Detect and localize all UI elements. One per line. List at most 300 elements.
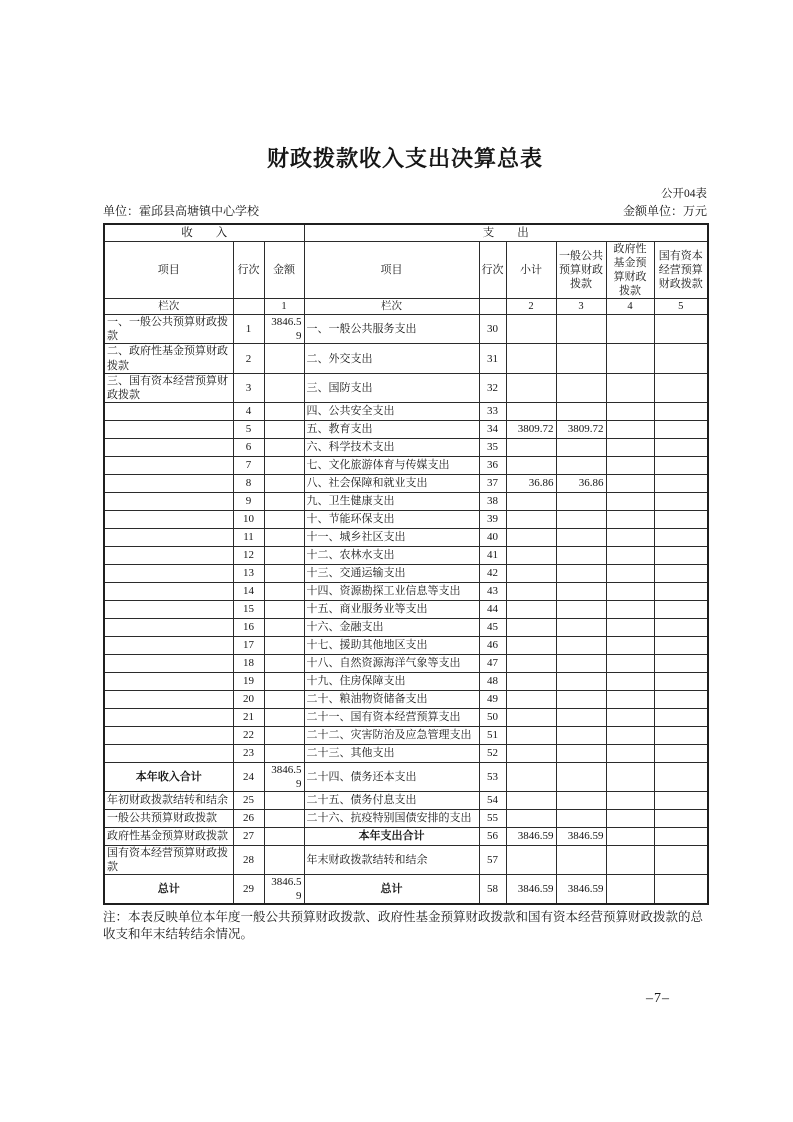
expense-line-no-cell: 34 <box>479 420 506 438</box>
table-row <box>104 791 708 809</box>
income-line-no-cell: 14 <box>233 582 264 600</box>
expense-general-budget-cell <box>556 546 606 564</box>
income-item-cell: 年初财政拨款结转和结余 <box>104 791 233 809</box>
income-item-cell <box>104 402 233 420</box>
expense-govfund-budget-cell <box>606 636 654 654</box>
expense-subtotal-cell <box>506 402 556 420</box>
expense-govfund-budget-cell <box>606 564 654 582</box>
income-amount-cell <box>264 600 304 618</box>
expense-state-capital-cell <box>654 582 708 600</box>
expense-general-budget-cell <box>556 582 606 600</box>
table-row <box>104 528 708 546</box>
expense-govfund-budget-cell <box>606 456 654 474</box>
expense-general-budget-cell <box>556 791 606 809</box>
section-header-row <box>104 224 708 242</box>
expense-general-budget-cell <box>556 492 606 510</box>
expense-subtotal-cell <box>506 708 556 726</box>
income-item-cell <box>104 654 233 672</box>
income-item-cell <box>104 546 233 564</box>
expense-general-budget-cell <box>556 636 606 654</box>
expense-general-budget-cell <box>556 564 606 582</box>
expense-general-budget-cell <box>556 654 606 672</box>
table-row <box>104 315 708 344</box>
expense-general-budget-cell <box>556 456 606 474</box>
expense-state-capital-cell <box>654 845 708 874</box>
expense-line-no-cell: 37 <box>479 474 506 492</box>
expense-item-cell: 十三、交通运输支出 <box>304 564 479 582</box>
expense-line-no-cell: 53 <box>479 762 506 791</box>
expense-govfund-budget-cell <box>606 654 654 672</box>
expense-general-budget-cell <box>556 726 606 744</box>
income-amount-cell <box>264 438 304 456</box>
expense-item-cell: 二十三、其他支出 <box>304 744 479 762</box>
table-row <box>104 726 708 744</box>
expense-line-no-cell: 58 <box>479 875 506 905</box>
page-number: –7– <box>646 991 670 1006</box>
expense-item-cell: 本年支出合计 <box>304 827 479 845</box>
expense-state-capital-cell <box>654 315 708 344</box>
expense-capital-index-cell: 5 <box>654 299 708 315</box>
expense-subtotal-cell <box>506 438 556 456</box>
expense-state-capital-cell <box>654 744 708 762</box>
expense-general-budget-cell: 3846.59 <box>556 827 606 845</box>
income-item-cell <box>104 528 233 546</box>
expense-line-no-cell: 41 <box>479 546 506 564</box>
table-row <box>104 402 708 420</box>
expense-item-cell: 二、外交支出 <box>304 344 479 373</box>
income-line-no-cell: 8 <box>233 474 264 492</box>
expense-state-capital-cell <box>654 402 708 420</box>
expense-line-no-cell: 39 <box>479 510 506 528</box>
income-amount-cell <box>264 344 304 373</box>
table-row <box>104 618 708 636</box>
income-amount-cell <box>264 528 304 546</box>
expense-general-budget-cell <box>556 373 606 402</box>
income-line-no-cell: 22 <box>233 726 264 744</box>
expense-govfund-budget-cell <box>606 402 654 420</box>
income-item-cell <box>104 744 233 762</box>
expense-item-cell: 十八、自然资源海洋气象等支出 <box>304 654 479 672</box>
expense-state-capital-header: 国有资本经营预算财政拨款 <box>654 242 708 299</box>
income-line-no-cell: 5 <box>233 420 264 438</box>
expense-item-cell: 一、一般公共服务支出 <box>304 315 479 344</box>
expense-govfund-budget-cell <box>606 546 654 564</box>
expense-subtotal-header: 小计 <box>506 242 556 299</box>
income-amount-cell <box>264 582 304 600</box>
expense-subtotal-cell <box>506 690 556 708</box>
expense-subtotal-cell <box>506 672 556 690</box>
expense-item-cell: 三、国防支出 <box>304 373 479 402</box>
note-text: 注：本表反映单位本年度一般公共预算财政拨款、政府性基金预算财政拨款和国有资本经营预算财政拨款的总收支和年末结转结余情况。 <box>103 910 704 942</box>
expense-state-capital-cell <box>654 546 708 564</box>
expense-state-capital-cell <box>654 438 708 456</box>
expense-subtotal-cell <box>506 636 556 654</box>
table-row <box>104 492 708 510</box>
expense-general-budget-cell <box>556 402 606 420</box>
expense-line-no-cell: 33 <box>479 402 506 420</box>
income-item-cell: 二、政府性基金预算财政拨款 <box>104 344 233 373</box>
income-amount-cell <box>264 546 304 564</box>
table-row <box>104 420 708 438</box>
expense-govfund-budget-cell <box>606 845 654 874</box>
table-row <box>104 762 708 791</box>
expense-subtotal-cell: 3846.59 <box>506 875 556 905</box>
income-item-cell <box>104 726 233 744</box>
expense-state-capital-cell <box>654 420 708 438</box>
income-item-cell <box>104 474 233 492</box>
table-row <box>104 845 708 874</box>
expense-subtotal-cell <box>506 809 556 827</box>
table-row <box>104 827 708 845</box>
expense-subtotal-index-cell: 2 <box>506 299 556 315</box>
income-item-cell <box>104 636 233 654</box>
income-line-index-cell <box>233 299 264 315</box>
expense-govfund-budget-cell <box>606 600 654 618</box>
amount-unit-label: 金额单位：万元 <box>622 204 707 218</box>
expense-line-index-cell <box>479 299 506 315</box>
table-row <box>104 456 708 474</box>
table-row <box>104 474 708 492</box>
income-line-no-cell: 12 <box>233 546 264 564</box>
table-row <box>104 672 708 690</box>
expense-state-capital-cell <box>654 528 708 546</box>
income-amount-cell <box>264 791 304 809</box>
expense-govfund-budget-cell <box>606 762 654 791</box>
income-line-no-cell: 21 <box>233 708 264 726</box>
expense-line-no-cell: 51 <box>479 726 506 744</box>
expense-line-no-cell: 35 <box>479 438 506 456</box>
expense-line-no-cell: 56 <box>479 827 506 845</box>
expense-item-cell: 十九、住房保障支出 <box>304 672 479 690</box>
income-section-header: 收 入 <box>104 224 304 242</box>
expense-line-no-cell: 46 <box>479 636 506 654</box>
income-item-cell: 一般公共预算财政拨款 <box>104 809 233 827</box>
expense-subtotal-cell <box>506 546 556 564</box>
expense-general-budget-cell <box>556 762 606 791</box>
expense-govfund-budget-cell <box>606 827 654 845</box>
expense-item-cell: 九、卫生健康支出 <box>304 492 479 510</box>
table-row <box>104 438 708 456</box>
expense-line-no-cell: 30 <box>479 315 506 344</box>
table-row <box>104 600 708 618</box>
expense-line-no-cell: 49 <box>479 690 506 708</box>
income-line-no-cell: 27 <box>233 827 264 845</box>
fiscal-appropriation-table <box>103 223 709 905</box>
income-item-cell: 政府性基金预算财政拨款 <box>104 827 233 845</box>
expense-general-budget-cell: 3846.59 <box>556 875 606 905</box>
expense-item-cell: 七、文化旅游体育与传媒支出 <box>304 456 479 474</box>
income-line-no-cell: 20 <box>233 690 264 708</box>
income-item-cell <box>104 600 233 618</box>
income-amount-header: 金额 <box>264 242 304 299</box>
expense-state-capital-cell <box>654 791 708 809</box>
expense-general-budget-cell <box>556 600 606 618</box>
income-amount-cell <box>264 654 304 672</box>
expense-govfund-budget-cell <box>606 420 654 438</box>
table-row <box>104 654 708 672</box>
income-line-no-cell: 17 <box>233 636 264 654</box>
expense-state-capital-cell <box>654 492 708 510</box>
expense-state-capital-cell <box>654 875 708 905</box>
income-item-cell: 国有资本经营预算财政拨款 <box>104 845 233 874</box>
income-amount-cell <box>264 456 304 474</box>
expense-subtotal-cell <box>506 845 556 874</box>
expense-govfund-budget-cell <box>606 344 654 373</box>
table-body <box>104 224 708 904</box>
income-amount-cell <box>264 744 304 762</box>
expense-item-cell: 二十二、灾害防治及应急管理支出 <box>304 726 479 744</box>
expense-general-budget-header: 一般公共预算财政拨款 <box>556 242 606 299</box>
expense-govfund-budget-cell <box>606 618 654 636</box>
income-item-cell <box>104 456 233 474</box>
expense-govfund-budget-cell <box>606 672 654 690</box>
expense-subtotal-cell <box>506 344 556 373</box>
expense-general-budget-cell <box>556 845 606 874</box>
income-line-no-cell: 16 <box>233 618 264 636</box>
expense-line-no-cell: 55 <box>479 809 506 827</box>
income-item-cell <box>104 708 233 726</box>
income-amount-cell <box>264 708 304 726</box>
expense-govfund-budget-cell <box>606 791 654 809</box>
income-item-cell <box>104 672 233 690</box>
expense-line-no-cell: 31 <box>479 344 506 373</box>
table-row <box>104 708 708 726</box>
income-item-cell <box>104 582 233 600</box>
table-row <box>104 875 708 905</box>
income-amount-cell <box>264 402 304 420</box>
expense-subtotal-cell <box>506 528 556 546</box>
expense-govfund-budget-cell <box>606 809 654 827</box>
expense-item-cell: 总计 <box>304 875 479 905</box>
income-item-header: 项目 <box>104 242 233 299</box>
income-line-no-cell: 11 <box>233 528 264 546</box>
expense-line-no-cell: 45 <box>479 618 506 636</box>
expense-item-cell: 十四、资源勘探工业信息等支出 <box>304 582 479 600</box>
income-line-no-cell: 2 <box>233 344 264 373</box>
expense-state-capital-cell <box>654 827 708 845</box>
expense-subtotal-cell <box>506 618 556 636</box>
expense-line-no-cell: 52 <box>479 744 506 762</box>
expense-item-cell: 十一、城乡社区支出 <box>304 528 479 546</box>
expense-state-capital-cell <box>654 618 708 636</box>
expense-general-budget-cell <box>556 510 606 528</box>
table-row <box>104 690 708 708</box>
expense-govfund-budget-cell <box>606 726 654 744</box>
expense-item-cell: 八、社会保障和就业支出 <box>304 474 479 492</box>
expense-govfund-budget-cell <box>606 510 654 528</box>
income-amount-cell <box>264 492 304 510</box>
expense-line-no-cell: 43 <box>479 582 506 600</box>
income-line-no-cell: 10 <box>233 510 264 528</box>
expense-line-no-cell: 50 <box>479 708 506 726</box>
expense-state-capital-cell <box>654 690 708 708</box>
income-item-cell: 总计 <box>104 875 233 905</box>
expense-general-budget-cell <box>556 344 606 373</box>
expense-subtotal-cell <box>506 315 556 344</box>
income-line-no-cell: 7 <box>233 456 264 474</box>
table-row <box>104 564 708 582</box>
expense-line-header: 行次 <box>479 242 506 299</box>
expense-item-cell: 二十、粮油物资储备支出 <box>304 690 479 708</box>
expense-govfund-budget-cell <box>606 582 654 600</box>
income-line-no-cell: 1 <box>233 315 264 344</box>
income-amount-cell <box>264 690 304 708</box>
expense-subtotal-cell <box>506 791 556 809</box>
income-amount-cell <box>264 510 304 528</box>
expense-section-header: 支 出 <box>304 224 708 242</box>
income-amount-cell <box>264 672 304 690</box>
income-line-no-cell: 23 <box>233 744 264 762</box>
expense-govfund-budget-cell <box>606 438 654 456</box>
expense-subtotal-cell <box>506 600 556 618</box>
income-line-no-cell: 4 <box>233 402 264 420</box>
expense-govfund-budget-cell <box>606 474 654 492</box>
expense-subtotal-cell <box>506 373 556 402</box>
income-line-no-cell: 29 <box>233 875 264 905</box>
income-line-no-cell: 19 <box>233 672 264 690</box>
table-row <box>104 744 708 762</box>
expense-general-budget-cell <box>556 708 606 726</box>
expense-item-cell: 二十四、债务还本支出 <box>304 762 479 791</box>
income-amount-cell <box>264 564 304 582</box>
table-row <box>104 373 708 402</box>
expense-govfund-budget-cell <box>606 875 654 905</box>
expense-item-cell: 十五、商业服务业等支出 <box>304 600 479 618</box>
expense-state-capital-cell <box>654 474 708 492</box>
income-line-no-cell: 18 <box>233 654 264 672</box>
expense-state-capital-cell <box>654 510 708 528</box>
expense-govfund-budget-cell <box>606 690 654 708</box>
income-line-no-cell: 6 <box>233 438 264 456</box>
expense-state-capital-cell <box>654 600 708 618</box>
expense-general-budget-cell <box>556 744 606 762</box>
income-amount-cell: 3846.59 <box>264 875 304 905</box>
expense-item-cell: 二十六、抗疫特别国债安排的支出 <box>304 809 479 827</box>
expense-general-budget-cell <box>556 618 606 636</box>
expense-item-cell: 五、教育支出 <box>304 420 479 438</box>
expense-line-no-cell: 40 <box>479 528 506 546</box>
expense-item-cell: 年末财政拨款结转和结余 <box>304 845 479 874</box>
income-item-index-cell: 栏次 <box>104 299 233 315</box>
expense-item-header: 项目 <box>304 242 479 299</box>
expense-line-no-cell: 54 <box>479 791 506 809</box>
expense-line-no-cell: 32 <box>479 373 506 402</box>
expense-line-no-cell: 44 <box>479 600 506 618</box>
expense-state-capital-cell <box>654 564 708 582</box>
income-amount-cell <box>264 474 304 492</box>
expense-item-cell: 十六、金融支出 <box>304 618 479 636</box>
income-line-no-cell: 3 <box>233 373 264 402</box>
expense-general-budget-cell: 3809.72 <box>556 420 606 438</box>
column-header-row <box>104 242 708 299</box>
expense-govfund-budget-cell <box>606 528 654 546</box>
expense-state-capital-cell <box>654 373 708 402</box>
expense-item-cell: 二十五、债务付息支出 <box>304 791 479 809</box>
expense-subtotal-cell <box>506 726 556 744</box>
table-row <box>104 809 708 827</box>
income-item-cell <box>104 438 233 456</box>
expense-subtotal-cell <box>506 582 556 600</box>
column-index-row <box>104 299 708 315</box>
income-item-cell: 三、国有资本经营预算财政拨款 <box>104 373 233 402</box>
expense-subtotal-cell <box>506 654 556 672</box>
income-item-cell <box>104 618 233 636</box>
expense-state-capital-cell <box>654 636 708 654</box>
expense-general-budget-cell <box>556 672 606 690</box>
income-line-no-cell: 13 <box>233 564 264 582</box>
income-item-cell <box>104 492 233 510</box>
income-amount-cell <box>264 726 304 744</box>
expense-line-no-cell: 38 <box>479 492 506 510</box>
income-item-cell: 本年收入合计 <box>104 762 233 791</box>
table-row <box>104 636 708 654</box>
expense-state-capital-cell <box>654 726 708 744</box>
income-amount-cell <box>264 809 304 827</box>
expense-item-cell: 十、节能环保支出 <box>304 510 479 528</box>
page-title: 财政拨款收入支出决算总表 <box>266 146 543 171</box>
expense-line-no-cell: 47 <box>479 654 506 672</box>
expense-subtotal-cell <box>506 492 556 510</box>
expense-govfund-budget-cell <box>606 315 654 344</box>
expense-subtotal-cell <box>506 510 556 528</box>
table-row <box>104 546 708 564</box>
income-amount-cell: 3846.59 <box>264 762 304 791</box>
doc-type-label: 公开04表 <box>661 188 707 200</box>
expense-govfund-budget-header: 政府性基金预算财政拨款 <box>606 242 654 299</box>
unit-label: 单位：霍邱县高塘镇中心学校 <box>103 204 260 218</box>
expense-item-cell: 十二、农林水支出 <box>304 546 479 564</box>
expense-item-cell: 四、公共安全支出 <box>304 402 479 420</box>
income-line-no-cell: 24 <box>233 762 264 791</box>
income-item-cell: 一、一般公共预算财政拨款 <box>104 315 233 344</box>
income-item-cell <box>104 564 233 582</box>
expense-govfund-budget-cell <box>606 492 654 510</box>
expense-state-capital-cell <box>654 344 708 373</box>
income-item-cell <box>104 510 233 528</box>
expense-subtotal-cell <box>506 744 556 762</box>
expense-general-budget-cell <box>556 528 606 546</box>
expense-item-cell: 二十一、国有资本经营预算支出 <box>304 708 479 726</box>
expense-line-no-cell: 36 <box>479 456 506 474</box>
report-content <box>103 146 707 943</box>
expense-state-capital-cell <box>654 654 708 672</box>
expense-state-capital-cell <box>654 672 708 690</box>
unit-line <box>103 204 707 219</box>
expense-item-cell: 十七、援助其他地区支出 <box>304 636 479 654</box>
income-amount-cell <box>264 618 304 636</box>
income-line-no-cell: 15 <box>233 600 264 618</box>
expense-general-index-cell: 3 <box>556 299 606 315</box>
table-row <box>104 510 708 528</box>
expense-subtotal-cell: 36.86 <box>506 474 556 492</box>
expense-general-budget-cell <box>556 809 606 827</box>
income-line-header: 行次 <box>233 242 264 299</box>
expense-item-index-cell: 栏次 <box>304 299 479 315</box>
expense-state-capital-cell <box>654 809 708 827</box>
income-item-cell <box>104 690 233 708</box>
income-amount-cell: 3846.59 <box>264 315 304 344</box>
income-amount-cell <box>264 827 304 845</box>
expense-general-budget-cell <box>556 438 606 456</box>
expense-subtotal-cell: 3846.59 <box>506 827 556 845</box>
table-row <box>104 344 708 373</box>
income-item-cell <box>104 420 233 438</box>
income-amount-cell <box>264 636 304 654</box>
expense-line-no-cell: 48 <box>479 672 506 690</box>
expense-state-capital-cell <box>654 456 708 474</box>
expense-general-budget-cell <box>556 690 606 708</box>
expense-govfund-budget-cell <box>606 744 654 762</box>
